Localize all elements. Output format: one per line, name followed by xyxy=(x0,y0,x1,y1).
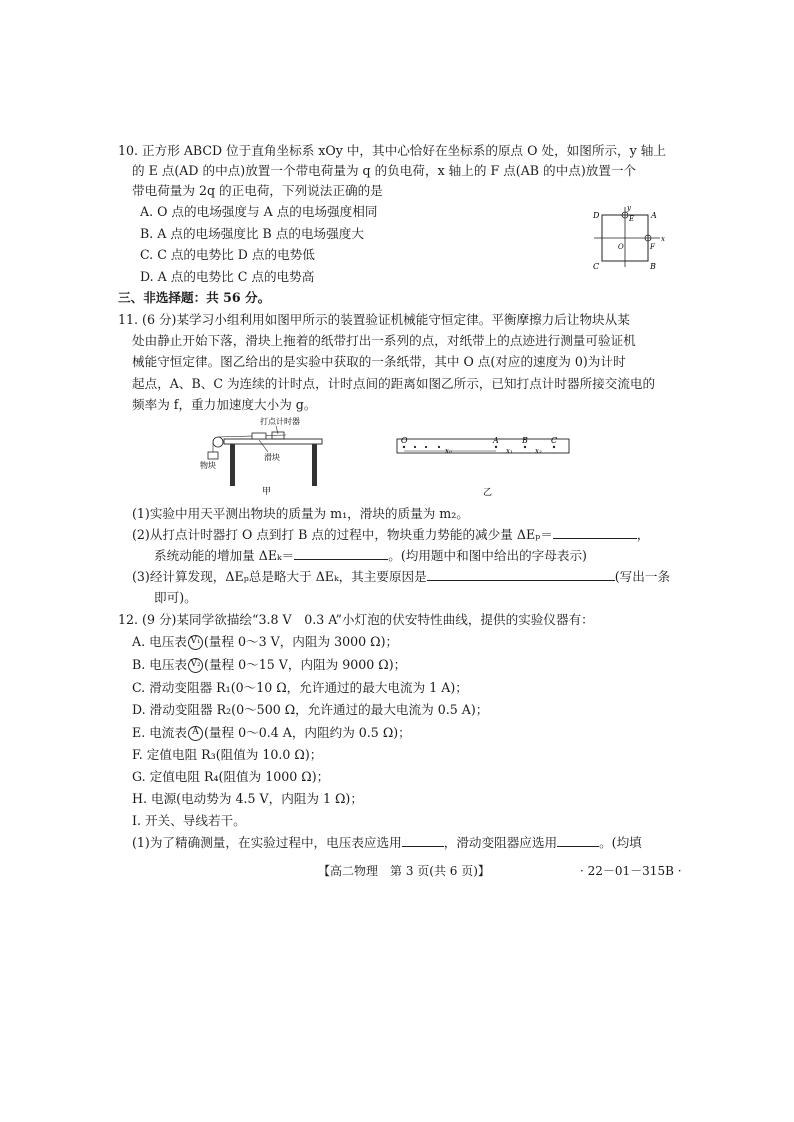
label-c: C xyxy=(593,262,600,271)
q12-part1-mid: ，滑动变阻器应选用 xyxy=(443,835,558,850)
q12-part1 xyxy=(132,834,642,852)
voltmeter-v1-symbol: V₁ xyxy=(188,635,203,650)
q11-part3-line1 xyxy=(132,568,670,586)
q10-option-c: C. C 点的电势比 D 点的电势低 xyxy=(140,247,315,262)
q11-part2-line2 xyxy=(154,547,587,565)
label-o: O xyxy=(618,243,624,251)
block-label: 物块 xyxy=(200,461,216,470)
q12-option-b xyxy=(132,656,406,674)
q11-line5: 频率为 f，重力加速度大小为 g。 xyxy=(132,397,317,412)
q11-part2-ek-text: 系统动能的增加量 ΔEₖ＝ xyxy=(154,548,295,563)
tape-x2: x₂ xyxy=(535,447,542,455)
apparatus-figure xyxy=(196,414,336,496)
q12-b-post: (量程 0～15 V，内阻为 9000 Ω)； xyxy=(204,657,407,672)
tape-label-a: A xyxy=(493,436,499,445)
tape-label-o: O xyxy=(401,436,408,445)
table-top xyxy=(224,439,322,444)
answer-blank-ek[interactable] xyxy=(294,547,388,560)
label-x: x xyxy=(661,235,665,243)
q10-line2: 的 E 点(AD 的中点)放置一个带电荷量为 q 的负电荷，x 轴上的 F 点(AB 的中点)放置一个 xyxy=(132,163,637,178)
q12-a-pre: A. 电压表 xyxy=(132,634,187,649)
q11-part2-comma: ， xyxy=(636,527,650,542)
q12-option-c: C. 滑动变阻器 R₁(0～10 Ω，允许通过的最大电流为 1 A)； xyxy=(132,680,468,695)
q10-option-d: D. A 点的电势比 C 点的电势高 xyxy=(140,269,315,284)
timer-label: 打点计时器 xyxy=(260,417,300,426)
q12-e-pre: E. 电流表 xyxy=(132,725,187,740)
q11-part3-line2: 即可)。 xyxy=(154,590,197,605)
label-e: E xyxy=(629,215,635,223)
pulley xyxy=(213,437,223,447)
label-b: B xyxy=(650,262,656,271)
label-f: F xyxy=(650,243,655,251)
tape-label-b: B xyxy=(522,436,528,445)
footer-page-info: 【高二物理 第 3 页(共 6 页)】 xyxy=(318,864,490,878)
label-y: y xyxy=(627,204,631,212)
answer-blank-ep[interactable] xyxy=(553,526,637,539)
q10-line1: 10. 正方形 ABCD 位于直角坐标系 xOy 中，其中心恰好在坐标系的原点 O 处，如图所示，y 轴上 xyxy=(118,143,666,158)
q11-line3: 械能守恒定律。图乙给出的是实验中获取的一条纸带，其中 O 点(对应的速度为 0)为计时 xyxy=(132,354,626,369)
tape-x1: x₁ xyxy=(506,447,513,455)
tape-x0: x₀ xyxy=(445,447,452,455)
q11-part1: (1)实验中用天平测出物块的质量为 m₁，滑块的质量为 m₂。 xyxy=(132,506,469,521)
answer-blank-rheostat[interactable] xyxy=(557,834,599,847)
label-d: D xyxy=(593,211,600,220)
q12-option-e xyxy=(132,724,411,742)
voltmeter-v2-symbol: V₂ xyxy=(188,658,203,673)
q11-line4: 起点，A、B、C 为连续的计时点，计时点间的距离如图乙所示，已知打点计时器所接交流电的 xyxy=(132,376,656,391)
q12-e-post: (量程 0～0.4 A，内阻约为 0.5 Ω)； xyxy=(203,725,411,740)
q12-b-pre: B. 电压表 xyxy=(132,657,188,672)
q12-a-post: (量程 0～3 V，内阻为 3000 Ω)； xyxy=(203,634,399,649)
ammeter-symbol: A xyxy=(188,726,203,741)
q12-option-h: H. 电源(电动势为 4.5 V，内阻为 1 Ω)； xyxy=(132,791,363,806)
answer-blank-voltmeter[interactable] xyxy=(402,834,444,847)
q11-part3-note: (写出一条 xyxy=(614,569,671,584)
answer-blank-reason[interactable] xyxy=(427,568,615,581)
slider xyxy=(252,433,266,439)
q12-option-d: D. 滑动变阻器 R₂(0～500 Ω，允许通过的最大电流为 0.5 A)； xyxy=(132,702,489,717)
table-leg-right xyxy=(312,444,317,486)
q11-line2: 处由静止开始下落，滑块上拖着的纸带打出一系列的点，对纸带上的点迹进行测量可验证机 xyxy=(132,333,636,348)
q11-part2-line1 xyxy=(132,526,649,544)
q11-line1: 11. (6 分)某学习小组利用如图甲所示的装置验证机械能守恒定律。平衡摩擦力后让物块从某 xyxy=(118,312,630,327)
q11-part2-note: 。(均用题中和图中给出的字母表示) xyxy=(388,548,587,563)
q12-option-f: F. 定值电阻 R₃(阻值为 10.0 Ω)； xyxy=(132,747,323,762)
paper-tape-figure xyxy=(395,433,575,499)
figure-yi-caption: 乙 xyxy=(483,488,493,498)
footer-code: · 22－01－315B · xyxy=(580,864,682,878)
q12-option-g: G. 定值电阻 R₄(阻值为 1000 Ω)； xyxy=(132,769,330,784)
square-coordinate-figure xyxy=(588,203,668,273)
q12-option-a xyxy=(132,633,398,651)
slider-label: 滑块 xyxy=(264,453,280,462)
q11-part3-text: (3)经计算发现，ΔEₚ总是略大于 ΔEₖ，其主要原因是 xyxy=(132,569,427,584)
q12-part1-text: (1)为了精确测量，在实验过程中，电压表应选用 xyxy=(132,835,402,850)
label-a: A xyxy=(651,211,657,220)
q12-line1: 12. (9 分)某同学欲描绘“3.8 V 0.3 A”小灯泡的伏安特性曲线，提供的实验仪器有： xyxy=(118,612,594,627)
section-heading: 三、非选择题：共 56 分。 xyxy=(118,290,271,305)
q10-line3: 带电荷量为 2q 的正电荷，下列说法正确的是 xyxy=(132,183,383,198)
q11-part2-text: (2)从打点计时器打 O 点到打 B 点的过程中，物块重力势能的减少量 ΔEₚ＝ xyxy=(132,527,553,542)
figure-jia-caption: 甲 xyxy=(262,487,272,496)
tape-label-c: C xyxy=(551,436,558,445)
hanging-block xyxy=(208,452,218,459)
q10-option-a: A. O 点的电场强度与 A 点的电场强度相同 xyxy=(140,204,378,219)
q12-part1-end: 。(均填 xyxy=(599,835,642,850)
q12-option-i: I. 开关、导线若干。 xyxy=(132,813,246,828)
q10-option-b: B. A 点的电场强度比 B 点的电场强度大 xyxy=(140,226,364,241)
table-leg-left xyxy=(230,444,235,486)
